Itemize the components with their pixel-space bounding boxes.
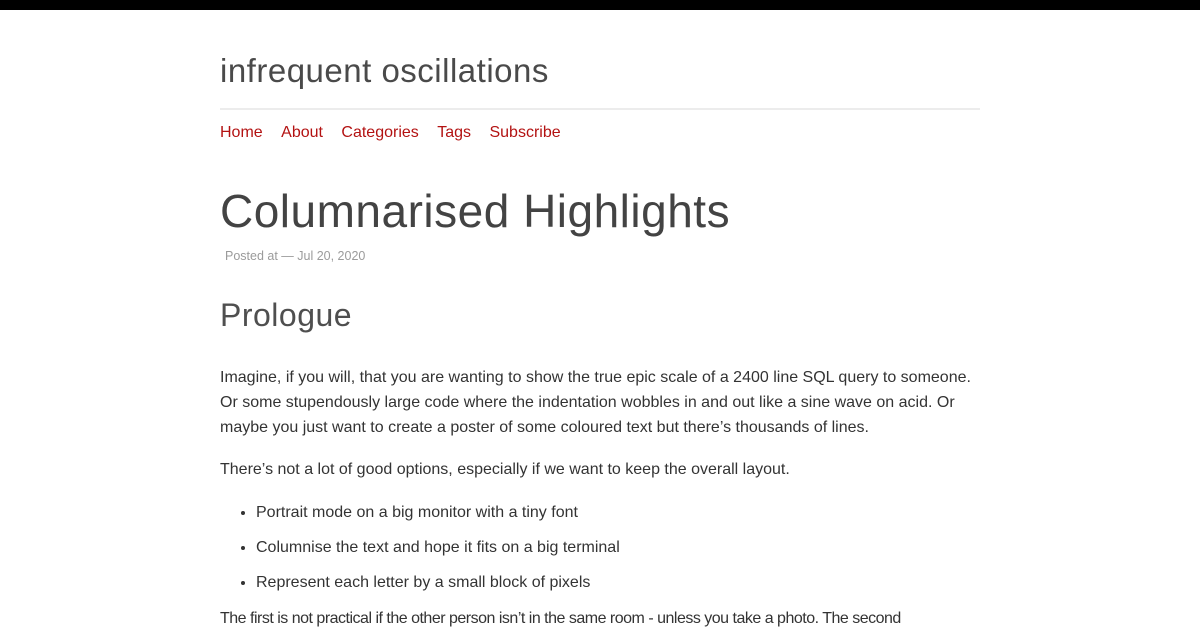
page-container <box>220 54 980 631</box>
nav-link[interactable]: Home <box>220 124 263 141</box>
nav-link[interactable]: Subscribe <box>489 124 561 141</box>
paragraph: There’s not a lot of good options, especially if we want to keep the overall layout. <box>220 461 790 479</box>
paragraph: Imagine, if you will, that you are wanting to show the true epic scale of a 2400 line SQL query to someone. Or some stupendously large code where the indentation wobbles in and out like a sine wave on acid. Or maybe you just want to create a poster of some coloured text but there’s thousands of lines. <box>220 368 971 437</box>
nav-link[interactable]: Categories <box>341 124 419 141</box>
site-title[interactable]: infrequent oscillations <box>220 52 549 89</box>
list-item: • Columnise the text and hope it fits on a big terminal <box>256 535 980 560</box>
header-divider <box>220 108 980 110</box>
list-item: • Portrait mode on a big monitor with a tiny font <box>256 500 980 525</box>
list-item: • Represent each letter by a small block of pixels <box>256 570 980 595</box>
post-title: Columnarised Highlights <box>220 185 731 238</box>
post-body <box>220 298 980 630</box>
nav-link[interactable]: About <box>281 124 323 141</box>
site-nav <box>220 123 980 142</box>
site-header <box>220 54 980 142</box>
options-list <box>220 500 980 596</box>
section-heading: Prologue <box>220 297 353 334</box>
nav-link[interactable]: Tags <box>437 124 472 141</box>
paragraph: The first is not practical if the other person isn’t in the same room - unless you take a photo. The second <box>220 609 901 627</box>
post-article <box>220 187 980 631</box>
top-bar <box>0 0 1200 10</box>
post-meta: Posted at — Jul 20, 2020 <box>225 249 366 264</box>
